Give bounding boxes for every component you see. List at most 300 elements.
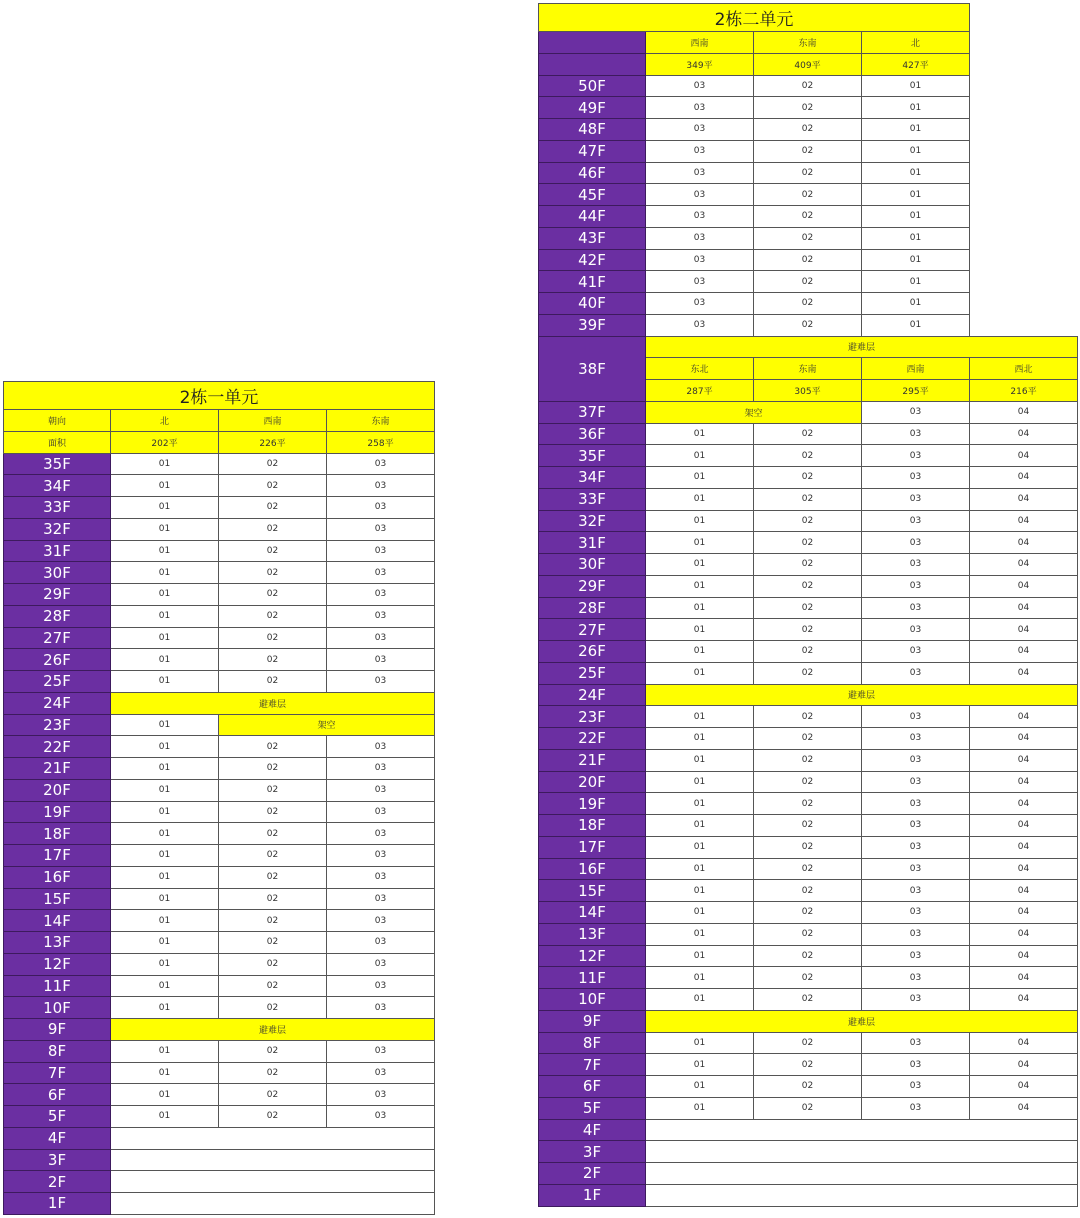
unit-cell: 01 [111,997,219,1019]
unit-cell: 03 [862,510,970,532]
unit-cell: 01 [111,1062,219,1084]
empty-cell [111,1193,435,1215]
floor-row [4,910,435,932]
area-header: 面积 [4,431,111,453]
unit-cell: 03 [327,627,435,649]
unit-cell: 03 [327,758,435,780]
floor-label: 16F [539,858,646,880]
floor-label: 38F [539,336,646,401]
floor-label: 15F [539,880,646,902]
floor-row [4,758,435,780]
unit-cell: 03 [646,140,754,162]
floor-label: 31F [4,540,111,562]
floor-label: 12F [4,953,111,975]
floor-row [539,445,1078,467]
unit-cell: 01 [111,736,219,758]
floor-row [539,858,1078,880]
unit-cell: 02 [219,953,327,975]
floor-row [539,684,1078,706]
unit-cell: 02 [219,910,327,932]
floor-label: 32F [4,518,111,540]
unit-cell: 03 [646,314,754,336]
unit-cell: 01 [646,815,754,837]
floor-row [4,932,435,954]
floor-label: 26F [539,641,646,663]
unit-cell: 04 [970,510,1078,532]
unit-cell: 01 [111,453,219,475]
unit-cell: 02 [754,423,862,445]
unit-cell: 03 [646,206,754,228]
floor-row [4,518,435,540]
orientation-header: 朝向 [4,410,111,432]
unit-cell: 03 [327,1040,435,1062]
unit1-table [3,381,435,1215]
unit-cell: 03 [862,902,970,924]
floor-label: 7F [4,1062,111,1084]
floor-row [4,540,435,562]
floor-label: 1F [4,1193,111,1215]
unit-cell: 01 [111,584,219,606]
unit-cell: 01 [646,662,754,684]
floor-row [4,866,435,888]
floor-label: 41F [539,271,646,293]
unit-cell: 01 [111,888,219,910]
floor-label: 13F [539,923,646,945]
unit-cell: 01 [646,575,754,597]
empty-cell [111,1171,435,1193]
empty-cell [646,1141,1078,1163]
floor-label: 29F [4,584,111,606]
unit-cell: 01 [111,649,219,671]
unit-cell: 02 [219,736,327,758]
unit-cell: 01 [646,749,754,771]
unit-cell: 04 [970,467,1078,489]
unit-cell: 03 [862,728,970,750]
unit-cell: 02 [754,206,862,228]
floor-label: 44F [539,206,646,228]
unit-cell: 01 [111,562,219,584]
unit-cell: 02 [219,975,327,997]
unit-cell: 04 [970,423,1078,445]
floor-row [539,619,1078,641]
unit-cell: 02 [754,97,862,119]
floor-label: 24F [4,692,111,714]
unit-cell: 04 [970,967,1078,989]
unit-cell: 04 [970,445,1078,467]
unit-cell: 03 [862,858,970,880]
unit-cell: 03 [646,293,754,315]
refuge-floor-cell: 避难层 [646,1010,1078,1032]
floor-row [4,475,435,497]
unit-cell: 04 [970,619,1078,641]
unit-cell: 02 [219,605,327,627]
unit-cell: 03 [327,779,435,801]
orientation-header: 西南 [862,358,970,380]
unit-cell: 01 [646,793,754,815]
unit-cell: 03 [327,823,435,845]
floor-row [539,662,1078,684]
unit-cell: 04 [970,662,1078,684]
floor-row [539,1163,1078,1185]
floor-label: 27F [539,619,646,641]
floor-label: 20F [4,779,111,801]
empty-cell [646,1119,1078,1141]
unit-cell: 02 [219,932,327,954]
unit-cell: 01 [111,671,219,693]
floor-row [539,902,1078,924]
refuge-floor-cell: 避难层 [646,336,1078,358]
floor-label: 22F [4,736,111,758]
unit-cell: 03 [327,540,435,562]
floor-label: 19F [539,793,646,815]
orientation-row [4,410,435,432]
unit-cell: 03 [862,641,970,663]
unit-cell: 04 [970,1054,1078,1076]
area-header: 427平 [862,53,970,75]
unit-cell: 03 [862,532,970,554]
unit-cell: 03 [862,1097,970,1119]
unit-cell: 01 [111,714,219,736]
empty-cell [646,1163,1078,1185]
floor-label: 20F [539,771,646,793]
unit-cell: 02 [219,453,327,475]
unit-cell: 02 [754,858,862,880]
floor-label: 42F [539,249,646,271]
floor-label: 32F [539,510,646,532]
unit-cell: 03 [862,423,970,445]
unit-cell: 03 [862,662,970,684]
unit-cell: 03 [646,75,754,97]
floor-row [539,1032,1078,1054]
unit-cell: 02 [219,997,327,1019]
unit-cell: 03 [646,271,754,293]
unit-cell: 01 [111,953,219,975]
unit-cell: 04 [970,641,1078,663]
unit-cell: 02 [219,866,327,888]
unit-cell: 04 [970,1032,1078,1054]
floor-row [4,801,435,823]
floor-row [539,554,1078,576]
floor-row [539,967,1078,989]
floor-label: 7F [539,1054,646,1076]
unit-cell: 01 [111,627,219,649]
unit-cell: 01 [646,836,754,858]
stilt-floor-cell: 架空 [646,401,862,423]
floor-row [4,975,435,997]
unit-cell: 04 [970,793,1078,815]
floor-label: 2F [539,1163,646,1185]
floor-label: 25F [4,671,111,693]
floor-row [4,997,435,1019]
floor-row [539,401,1078,423]
unit-cell: 03 [327,518,435,540]
unit-cell: 02 [754,880,862,902]
floor-label: 11F [539,967,646,989]
floor-label: 9F [539,1010,646,1032]
unit-cell: 01 [111,758,219,780]
unit-cell: 02 [754,445,862,467]
unit-cell: 04 [970,771,1078,793]
floor-row [539,1119,1078,1141]
floor-row [4,1062,435,1084]
floor-row [539,706,1078,728]
floor-row [539,1184,1078,1206]
unit-cell: 01 [111,975,219,997]
unit-cell: 02 [754,75,862,97]
unit-cell: 02 [754,1076,862,1098]
unit-cell: 02 [219,649,327,671]
area-header: 258平 [327,431,435,453]
floor-label: 8F [539,1032,646,1054]
refuge-floor-cell: 避难层 [646,684,1078,706]
floor-label: 10F [539,989,646,1011]
unit-cell: 04 [970,836,1078,858]
floor-label: 10F [4,997,111,1019]
unit-cell: 01 [646,641,754,663]
unit-cell: 02 [754,227,862,249]
unit-cell: 01 [646,1032,754,1054]
floor-label: 37F [539,401,646,423]
unit-cell: 01 [862,75,970,97]
floor-row [4,671,435,693]
unit-cell: 03 [862,989,970,1011]
unit-cell: 02 [754,554,862,576]
refuge-floor-cell: 避难层 [111,692,435,714]
unit-cell: 04 [970,858,1078,880]
unit-cell: 02 [219,779,327,801]
unit-cell: 02 [754,793,862,815]
floor-row [4,1040,435,1062]
area-header: 202平 [111,431,219,453]
stilt-floor-cell: 架空 [219,714,435,736]
floor-label: 9F [4,1019,111,1041]
unit-cell: 03 [862,554,970,576]
unit-cell: 03 [862,597,970,619]
floor-row [539,945,1078,967]
unit-cell: 03 [646,184,754,206]
unit-cell: 03 [327,801,435,823]
floor-row [539,1076,1078,1098]
floor-row [539,532,1078,554]
unit-cell: 04 [970,554,1078,576]
orientation-header: 东南 [754,32,862,54]
unit-cell: 01 [862,119,970,141]
unit-cell: 02 [754,989,862,1011]
floor-row [4,823,435,845]
unit-cell: 01 [862,97,970,119]
unit-cell: 01 [646,597,754,619]
unit-cell: 03 [327,497,435,519]
unit-cell: 04 [970,532,1078,554]
floor-label: 1F [539,1184,646,1206]
unit-cell: 01 [862,249,970,271]
unit-cell: 02 [219,1084,327,1106]
floor-row [4,845,435,867]
unit-cell: 03 [327,866,435,888]
unit-cell: 01 [646,488,754,510]
unit-cell: 03 [327,975,435,997]
floor-label: 17F [539,836,646,858]
unit-cell: 01 [646,423,754,445]
unit-cell: 02 [219,1040,327,1062]
unit-cell: 01 [862,293,970,315]
floor-row [539,880,1078,902]
floor-label: 3F [539,1141,646,1163]
orientation-header: 北 [862,32,970,54]
orientation-header: 西北 [970,358,1078,380]
unit-cell: 03 [862,967,970,989]
unit-cell: 03 [862,815,970,837]
unit-cell: 04 [970,597,1078,619]
unit-cell: 01 [646,445,754,467]
unit-cell: 01 [111,845,219,867]
unit-cell: 02 [219,845,327,867]
floor-row [4,497,435,519]
floor-label: 2F [4,1171,111,1193]
unit-cell: 01 [111,518,219,540]
unit-cell: 03 [862,467,970,489]
unit-cell: 03 [646,97,754,119]
unit-cell: 01 [111,497,219,519]
floor-label: 30F [539,554,646,576]
unit-cell: 02 [754,641,862,663]
floor-row [4,562,435,584]
unit-cell: 03 [862,401,970,423]
unit-cell: 02 [219,475,327,497]
orientation-header: 东北 [646,358,754,380]
floor-row [539,641,1078,663]
floor-row [4,605,435,627]
unit-cell: 03 [327,671,435,693]
floor-label: 21F [539,749,646,771]
unit-cell: 02 [754,271,862,293]
unit-cell: 02 [219,758,327,780]
unit-cell: 03 [327,932,435,954]
unit-cell: 01 [111,823,219,845]
area-header: 226平 [219,431,327,453]
unit-cell: 04 [970,401,1078,423]
unit-cell: 03 [327,1106,435,1128]
floor-row [539,836,1078,858]
unit-cell: 01 [111,605,219,627]
unit-cell: 02 [754,314,862,336]
unit-cell: 02 [219,562,327,584]
unit-cell: 02 [754,945,862,967]
floor-label: 47F [539,140,646,162]
floor-label: 39F [539,314,646,336]
orientation-header: 东南 [754,358,862,380]
floor-label: 5F [4,1106,111,1128]
floor-row [539,1141,1078,1163]
floor-blank [539,32,646,54]
unit-cell: 03 [862,619,970,641]
floor-row [4,1106,435,1128]
area-header: 409平 [754,53,862,75]
unit-cell: 03 [862,923,970,945]
unit-cell: 01 [646,880,754,902]
unit-cell: 04 [970,902,1078,924]
floor-row [539,510,1078,532]
unit-cell: 01 [111,1040,219,1062]
unit-cell: 01 [646,510,754,532]
floor-label: 6F [4,1084,111,1106]
floor-label: 23F [539,706,646,728]
unit-cell: 02 [754,967,862,989]
floor-label: 13F [4,932,111,954]
floor-label: 33F [4,497,111,519]
floor-row [4,692,435,714]
unit-cell: 03 [862,706,970,728]
unit-cell: 01 [862,314,970,336]
unit-cell: 02 [754,249,862,271]
refuge-row [539,336,1078,358]
unit-cell: 01 [862,206,970,228]
unit-cell: 03 [862,1032,970,1054]
floor-label: 28F [539,597,646,619]
floor-label: 8F [4,1040,111,1062]
floor-label: 4F [539,1119,646,1141]
unit-cell: 01 [111,779,219,801]
unit-cell: 03 [327,1062,435,1084]
unit-cell: 02 [754,902,862,924]
unit-cell: 03 [862,1054,970,1076]
unit-cell: 02 [754,575,862,597]
unit-cell: 03 [862,771,970,793]
unit-cell: 02 [754,140,862,162]
unit-cell: 01 [646,728,754,750]
floor-label: 40F [539,293,646,315]
floor-label: 31F [539,532,646,554]
unit-cell: 03 [327,453,435,475]
unit-title: 2栋二单元 [539,4,970,32]
floor-row [4,584,435,606]
floor-label: 27F [4,627,111,649]
floor-row [539,1054,1078,1076]
unit-cell: 02 [754,488,862,510]
floor-row [4,714,435,736]
unit-cell: 03 [862,1076,970,1098]
floor-label: 18F [539,815,646,837]
empty-cell [111,1127,435,1149]
unit-cell: 02 [754,1054,862,1076]
floor-label: 35F [539,445,646,467]
unit-cell: 02 [754,184,862,206]
floor-row [539,1010,1078,1032]
unit-cell: 03 [862,793,970,815]
unit-cell: 02 [219,627,327,649]
unit-cell: 02 [754,597,862,619]
unit-cell: 01 [646,989,754,1011]
area-header: 349平 [646,53,754,75]
floor-row [4,736,435,758]
unit-cell: 01 [646,1097,754,1119]
unit-cell: 02 [754,293,862,315]
unit-cell: 04 [970,923,1078,945]
unit-cell: 02 [219,540,327,562]
floor-row [539,488,1078,510]
unit-cell: 01 [646,1076,754,1098]
floor-label: 28F [4,605,111,627]
unit-cell: 01 [646,967,754,989]
unit-cell: 04 [970,488,1078,510]
unit-cell: 02 [219,518,327,540]
unit-cell: 02 [219,823,327,845]
unit-cell: 01 [646,771,754,793]
floor-row [539,423,1078,445]
outside-area [970,4,1078,337]
unit-cell: 01 [646,467,754,489]
unit-cell: 01 [111,866,219,888]
